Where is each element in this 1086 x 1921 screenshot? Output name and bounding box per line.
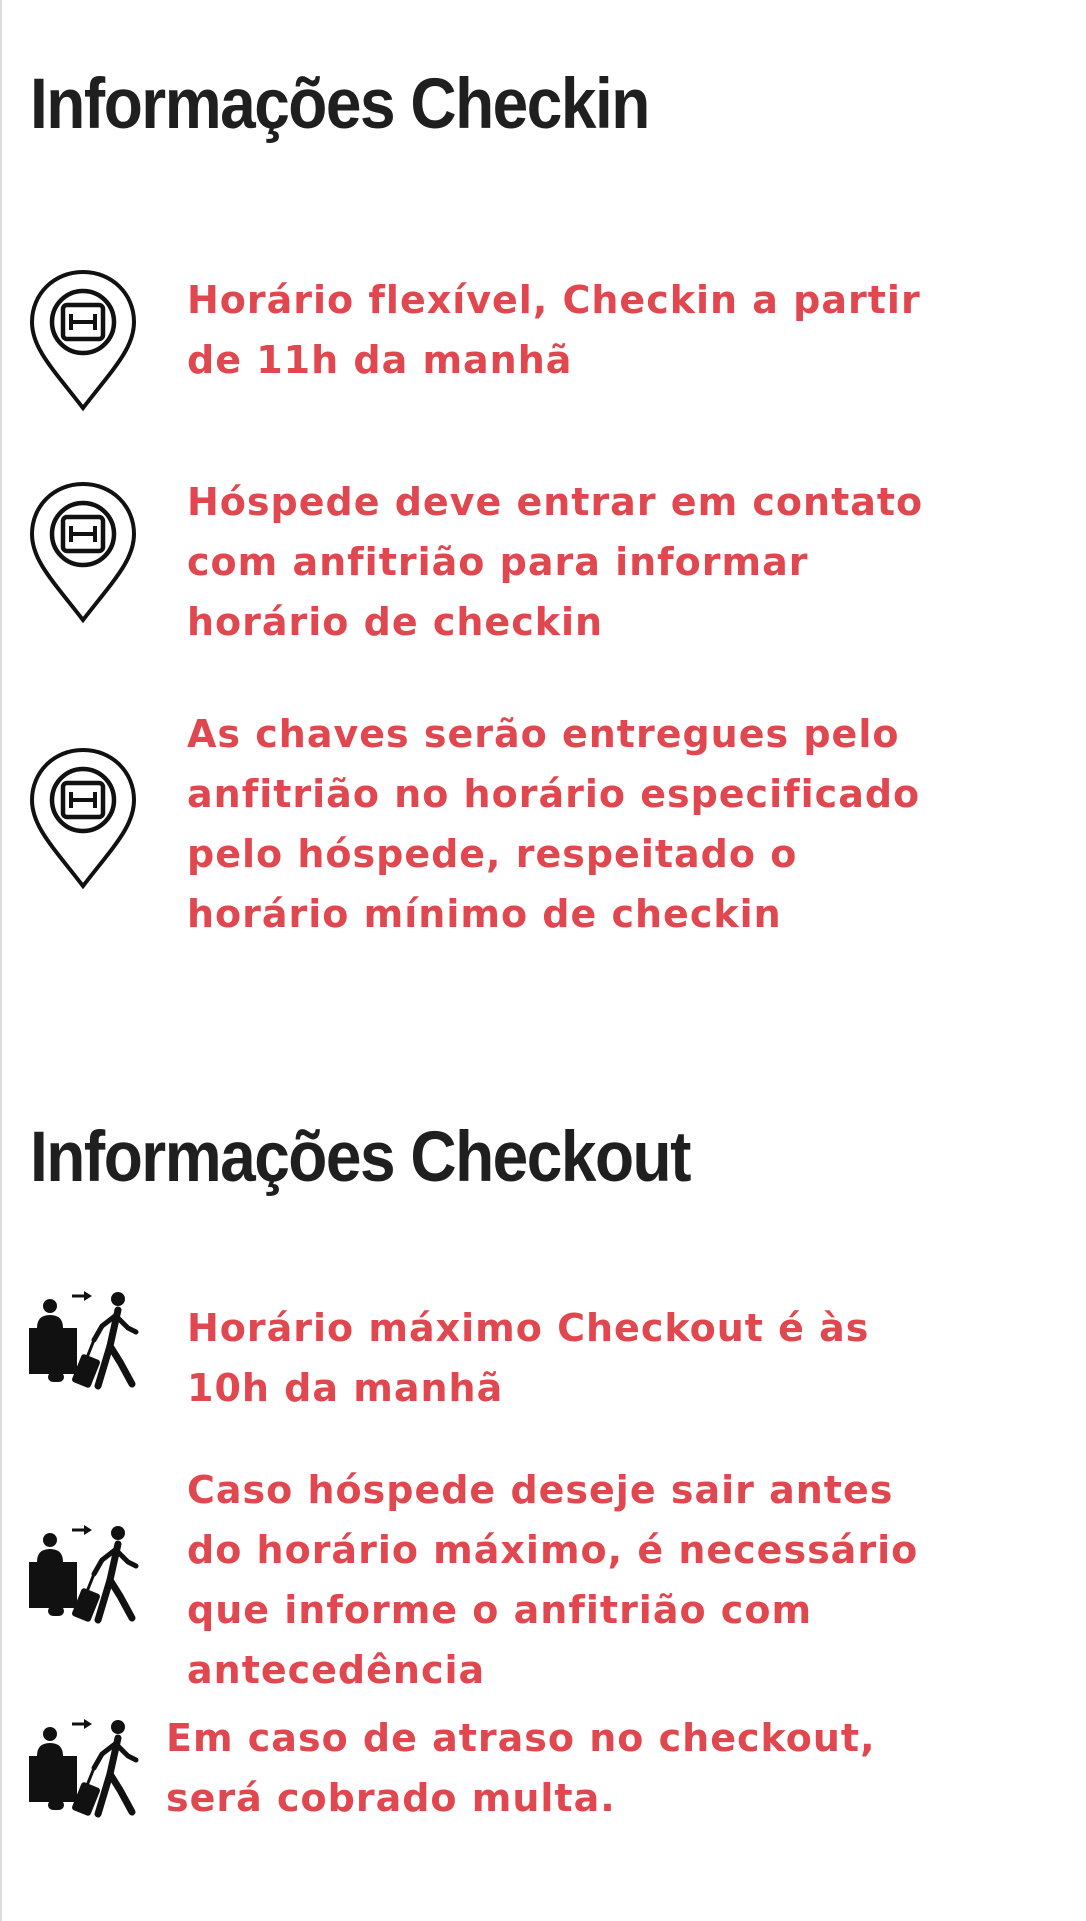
checkout-traveler-icon (28, 1524, 140, 1624)
checkout-item-text: Horário máximo Checkout é às 10h da manhã (187, 1306, 870, 1410)
checkout-item-text: Em caso de atraso no checkout, será cobrado multa. (166, 1716, 876, 1820)
hotel-pin-icon (28, 746, 138, 892)
checkout-item-text: Caso hóspede deseje sair antes do horário máximo, é necessário que informe o anfitrião com antecedência (187, 1468, 919, 1692)
checkout-heading: Informações Checkout (30, 1116, 690, 1197)
page-left-border (0, 0, 2, 1921)
checkin-heading: Informações Checkin (30, 63, 649, 144)
hotel-pin-icon (28, 268, 138, 414)
checkout-traveler-icon (28, 1290, 140, 1390)
checkout-traveler-icon (28, 1718, 140, 1818)
checkin-item-text: Horário flexível, Checkin a partir de 11h da manhã (187, 278, 921, 382)
checkin-item-text: As chaves serão entregues pelo anfitrião no horário especificado pelo hóspede, respeitado o horário mínimo de checkin (187, 712, 921, 936)
checkin-item-text: Hóspede deve entrar em contato com anfitrião para informar horário de checkin (187, 480, 924, 644)
hotel-pin-icon (28, 480, 138, 626)
